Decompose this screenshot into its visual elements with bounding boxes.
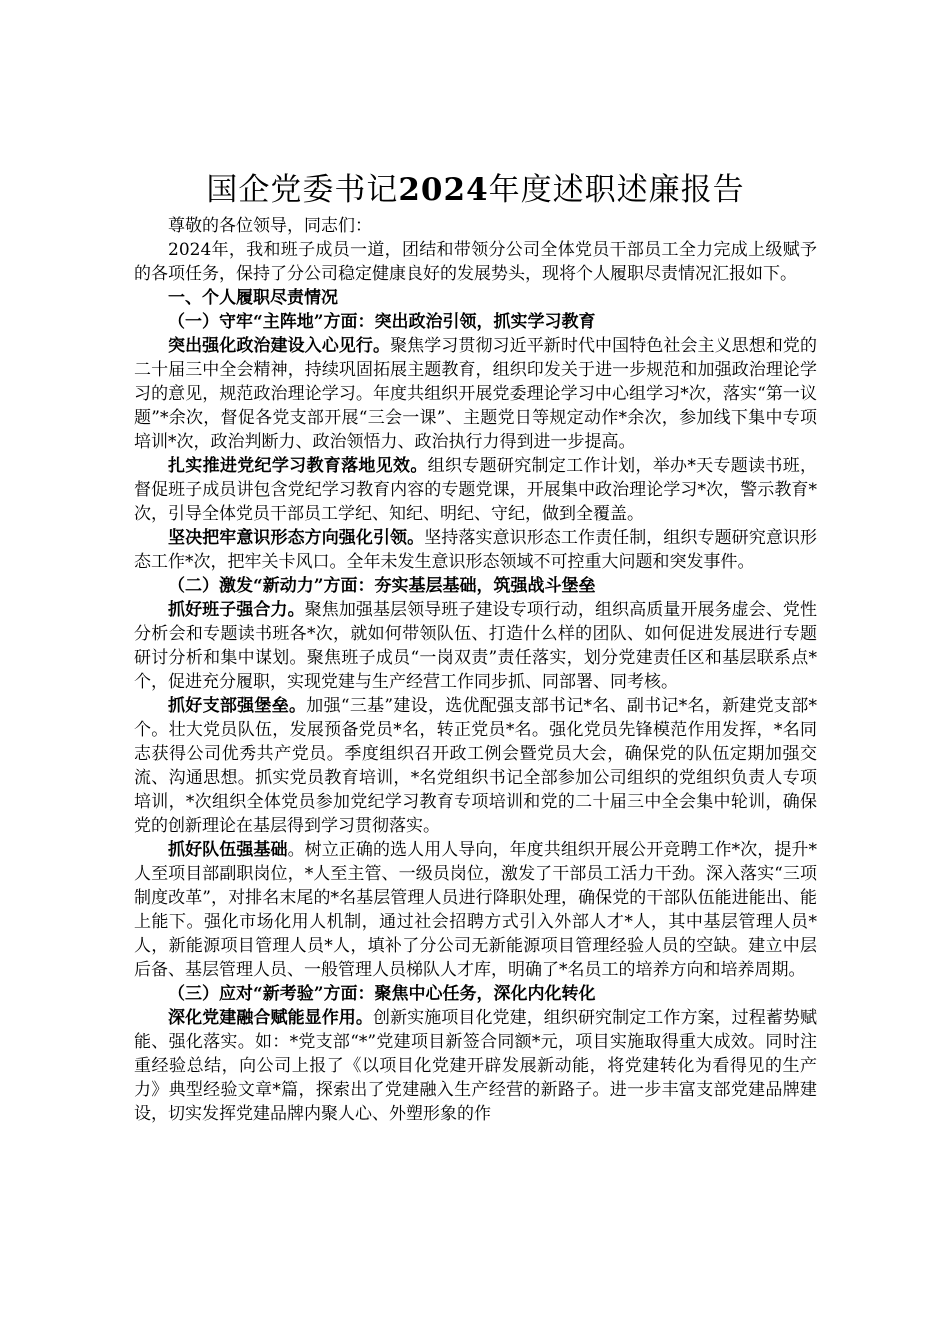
salutation: 尊敬的各位领导，同志们： <box>168 216 372 236</box>
paragraph-5-lead: 抓好支部强堡垒。 <box>168 696 307 716</box>
section-heading-1: 一、个人履职尽责情况 <box>168 288 338 308</box>
intro-paragraph: 2024年，我和班子成员一道，团结和带领分公司全体党员干部员工全力完成上级赋予的各项任务，保持了分公司稳定健康良好的发展势头，现将个人履职尽责情况汇报如下。 <box>134 240 817 284</box>
paragraph-7-body: 创新实施项目化党建，组织研究制定工作方案，过程蓄势赋能、强化落实。如：*党支部“*”党建项目新签合同额*元，项目实施取得重大成效。同时注重经验总结，向公司上报了《以项目化党建开辟发展新动能，将党建转化为看得见的生产力》典型经验文章*篇，探索出了党建融入生产经营的新路子。进一步丰富支部党建品牌建设，切实发挥党建品牌内聚人心、外塑形象的作 <box>134 1008 818 1124</box>
subsection-heading-3: （三）应对“新考验”方面：聚焦中心任务，深化内化转化 <box>168 984 596 1004</box>
paragraph-1-lead: 突出强化政治建设入心见行。 <box>168 336 391 356</box>
paragraph-3-body: 坚持落实意识形态工作责任制，组织专题研究意识形态工作*次，把牢关卡风口。全年未发生意识形态领域不可控重大问题和突发事件。 <box>134 528 818 572</box>
paragraph-7 <box>134 1006 817 1126</box>
paragraph-7-lead: 深化党建融合赋能显作用。 <box>168 1008 373 1028</box>
paragraph-1 <box>134 334 817 454</box>
subsection-heading-1: （一）守牢“主阵地”方面：突出政治引领，抓实学习教育 <box>168 312 596 332</box>
title-prefix: 国企党委书记 <box>206 172 399 208</box>
title-year: 2024 <box>398 172 489 208</box>
paragraph-2 <box>134 454 817 526</box>
title-suffix: 年度述职述廉报告 <box>488 172 745 208</box>
paragraph-3-lead: 坚决把牢意识形态方向强化引领。 <box>168 528 425 548</box>
paragraph-1-body: 聚焦学习贯彻习近平新时代中国特色社会主义思想和党的二十届三中全会精神，持续巩固拓展主题教育，组织印发关于进一步规范和加强政治理论学习的意见，规范政治理论学习。年度共组织开展党委理论学习中心组学习*次，落实“第一议题”*余次，督促各党支部开展“三会一课”、主题党日等规定动作*余次，参加线下集中专项培训*次，政治判断力、政治领悟力、政治执行力得到进一步提高。 <box>134 336 818 452</box>
paragraph-2-lead: 扎实推进党纪学习教育落地见效。 <box>168 456 428 476</box>
document-title <box>134 168 817 212</box>
paragraph-2-body: 组织专题研究制定工作计划，举办*天专题读书班，督促班子成员讲包含党纪学习教育内容的专题党课，开展集中政治理论学习*次，警示教育*次，引导全体党员干部员工学纪、知纪、明纪、守纪，做到全覆盖。 <box>134 456 818 524</box>
paragraph-4-body: 聚焦加强基层领导班子建设专项行动，组织高质量开展务虚会、党性分析会和专题读书班各*次，就如何带领队伍、打造什么样的团队、如何促进发展进行专题研讨分析和集中谋划。聚焦班子成员“一岗双责”责任落实，划分党建责任区和基层联系点*个，促进充分履职，实现党建与生产经营工作同步抓、同部署、同考核。 <box>134 600 818 692</box>
paragraph-6-lead: 抓好队伍强基础 <box>168 840 288 860</box>
paragraph-4 <box>134 598 817 694</box>
paragraph-5 <box>134 694 817 838</box>
paragraph-3 <box>134 526 817 574</box>
paragraph-6-body: 。树立正确的选人用人导向，年度共组织开展公开竞聘工作*次，提升*人至项目部副职岗位，*人至主管、一级员岗位，激发了干部员工活力干劲。深入落实“三项制度改革”，对排名末尾的*名基层管理人员进行降职处理，确保党的干部队伍能进能出、能上能下。强化市场化用人机制，通过社会招聘方式引入外部人才*人，其中基层管理人员*人，新能源项目管理人员*人，填补了分公司无新能源项目管理经验人员的空缺。建立中层后备、基层管理人员、一般管理人员梯队人才库，明确了*名员工的培养方向和培养周期。 <box>134 840 818 980</box>
paragraph-4-lead: 抓好班子强合力。 <box>168 600 305 620</box>
paragraph-5-body: 加强“三基”建设，选优配强支部书记*名、副书记*名，新建党支部*个。壮大党员队伍，发展预备党员*名，转正党员*名。强化党员先锋模范作用发挥，*名同志获得公司优秀共产党员。季度组织召开政工例会暨党员大会，确保党的队伍定期加强交流、沟通思想。抓实党员教育培训，*名党组织书记全部参加公司组织的党组织负责人专项培训，*次组织全体党员参加党纪学习教育专项培训和党的二十届三中全会集中轮训，确保党的创新理论在基层得到学习贯彻落实。 <box>134 696 817 836</box>
subsection-heading-2: （二）激发“新动力”方面：夯实基层基础，筑强战斗堡垒 <box>168 576 596 596</box>
paragraph-6 <box>134 838 817 982</box>
